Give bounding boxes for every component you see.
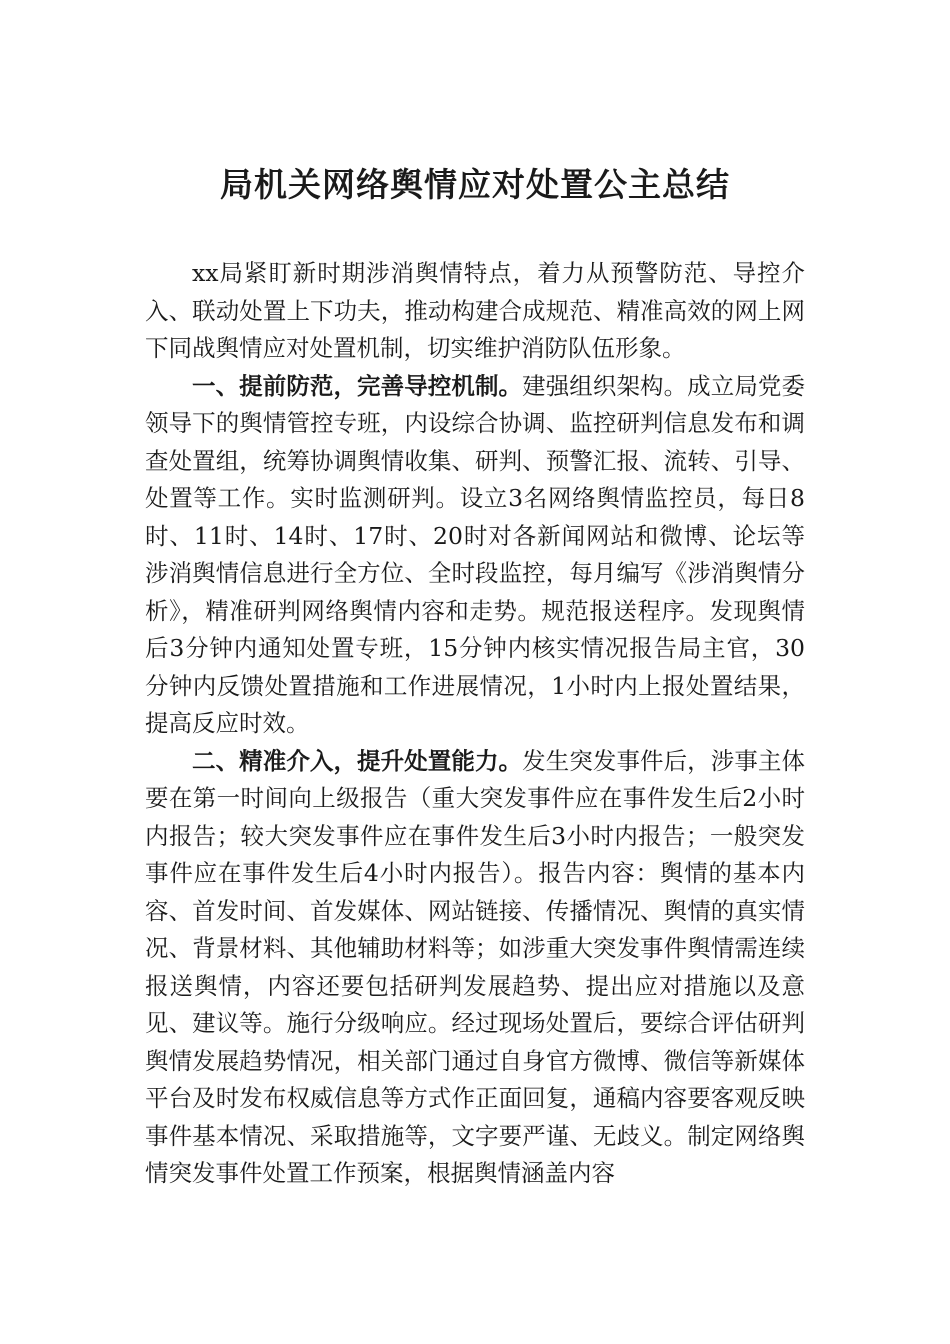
paragraph-text: xx局紧盯新时期涉消舆情特点，着力从预警防范、导控介入、联动处置上下功夫，推动构建合成规范、精准高效的网上网下同战舆情应对处置机制，切实维护消防队伍形象。 [145, 259, 805, 362]
section-heading: 二、精准介入，提升处置能力。 [192, 746, 523, 775]
paragraph-section-2 [145, 743, 805, 1193]
paragraph-intro [145, 255, 805, 368]
paragraph-text: 发生突发事件后，涉事主体要在第一时间向上级报告（重大突发事件应在事件发生后2小时内报告；较大突发事件应在事件发生后3小时内报告；一般突发事件应在事件发生后4小时内报告）。报告内容：舆情的基本内容、首发时间、首发媒体、网站链接、传播情况、舆情的真实情况、背景材料、其他辅助材料等；如涉重大突发事件舆情需连续报送舆情，内容还要包括研判发展趋势、提出应对措施以及意见、建议等。施行分级响应。经过现场处置后，要综合评估研判舆情发展趋势情况，相关部门通过自身官方微博、微信等新媒体平台及时发布权威信息等方式作正面回复，通稿内容要客观反映事件基本情况、采取措施等，文字要严谨、无歧义。制定网络舆情突发事件处置工作预案，根据舆情涵盖内容 [145, 746, 806, 1187]
paragraph-section-1 [145, 368, 805, 743]
paragraph-text: 建强组织架构。成立局党委领导下的舆情管控专班，内设综合协调、监控研判信息发布和调查处置组，统筹协调舆情收集、研判、预警汇报、流转、引导、处置等工作。实时监测研判。设立3名网络舆情监控员，每日8时、11时、14时、17时、20时对各新闻网站和微博、论坛等涉消舆情信息进行全方位、全时段监控，每月编写《涉消舆情分析》，精准研判网络舆情内容和走势。规范报送程序。发现舆情后3分钟内通知处置专班，15分钟内核实情况报告局主官，30分钟内反馈处置措施和工作进展情况，1小时内上报处置结果，提高反应时效。 [145, 371, 806, 737]
document-title: 局机关网络舆情应对处置公主总结 [220, 165, 730, 204]
document-body [145, 255, 805, 1193]
section-heading: 一、提前防范，完善导控机制。 [192, 371, 523, 400]
